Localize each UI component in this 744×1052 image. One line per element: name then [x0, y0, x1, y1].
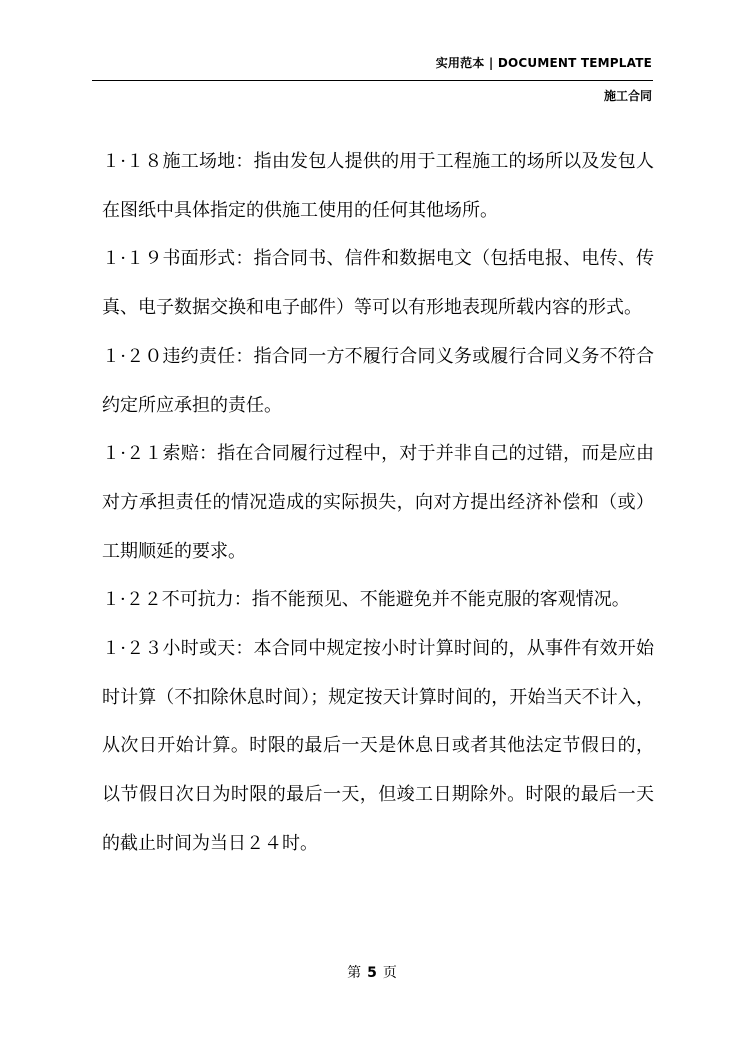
page-label-suffix: 页	[382, 965, 397, 981]
document-header-title: 实用范本 | DOCUMENT TEMPLATE	[435, 56, 652, 70]
page-label-prefix: 第	[347, 965, 362, 981]
clause-1-22: １·２２不可抗力：指不能预见、不能避免并不能克服的客观情况。	[102, 589, 630, 611]
clause-1-23: １·２３小时或天：本合同中规定按小时计算时间的，从事件有效开始时计算（不扣除休息时间）；规定按天计算时间的，开始当天不计入，从次日开始计算。时限的最后一天是休息日或者其他法定节假日的，以节假日次日为时限的最后一天，但竣工日期除外。时限的最后一天的截止时间为当日２４时。	[102, 638, 654, 854]
clause-1-20: １·２０违约责任：指合同一方不履行合同义务或履行合同义务不符合约定所应承担的责任。	[102, 345, 654, 416]
header-divider	[92, 80, 653, 81]
clause-1-19: １·１９书面形式：指合同书、信件和数据电文（包括电报、电传、传真、电子数据交换和电子邮件）等可以有形地表现所载内容的形式。	[102, 248, 654, 319]
page-footer	[0, 962, 744, 982]
clause-1-21: １·２１索赔：指在合同履行过程中，对于并非自己的过错，而是应由对方承担责任的情况造成的实际损失，向对方提出经济补偿和（或）工期顺延的要求。	[102, 443, 654, 562]
clause-1-18: １·１８施工场地：指由发包人提供的用于工程施工的场所以及发包人在图纸中具体指定的供施工使用的任何其他场所。	[102, 151, 654, 221]
document-body	[102, 138, 654, 869]
page-number: 5	[367, 965, 377, 981]
document-header-subtitle: 施工合同	[603, 89, 652, 103]
